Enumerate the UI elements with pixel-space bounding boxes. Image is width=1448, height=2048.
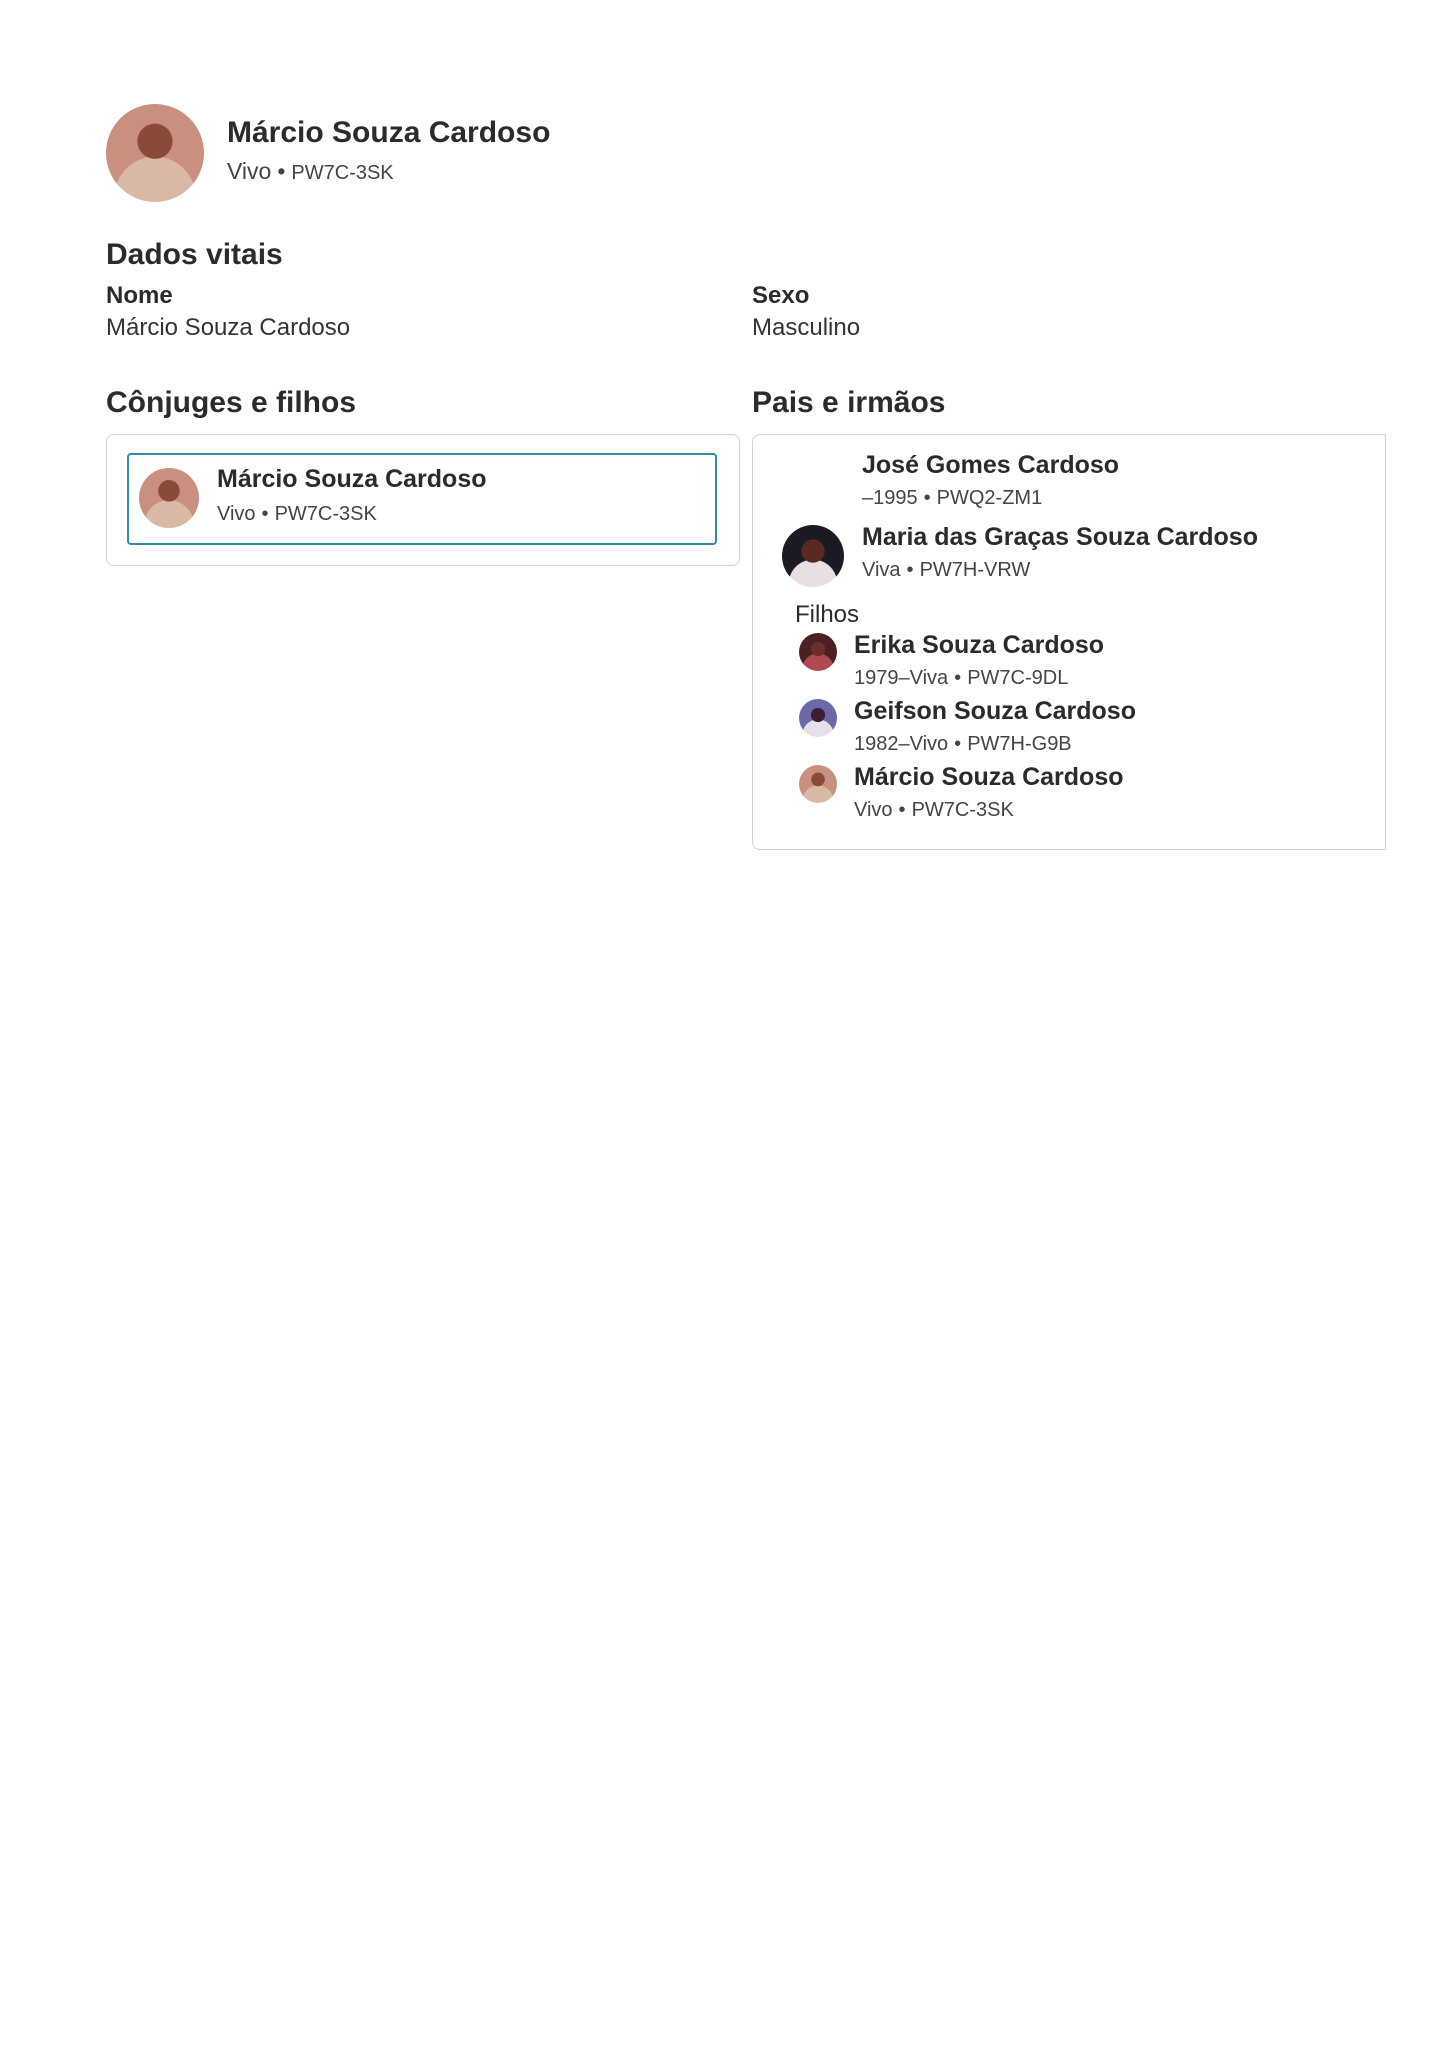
father-dates: –1995	[862, 487, 918, 509]
spouse-meta	[217, 503, 377, 526]
person-status: Vivo	[227, 158, 272, 184]
avatar	[799, 633, 837, 671]
separator: •	[954, 667, 962, 689]
avatar	[139, 468, 199, 528]
avatar[interactable]	[106, 104, 204, 202]
separator: •	[898, 799, 906, 821]
mother-status: Viva	[862, 559, 901, 581]
person-id[interactable]: PW7C-3SK	[291, 162, 394, 184]
child-meta	[854, 799, 1014, 822]
avatar	[799, 765, 837, 803]
avatar	[799, 699, 837, 737]
child-name[interactable]: Geifson Souza Cardoso	[854, 697, 1136, 725]
mother-id: PW7H-VRW	[919, 559, 1031, 581]
separator: •	[954, 733, 962, 755]
separator: •	[277, 158, 286, 184]
sex-value: Masculino	[752, 314, 861, 341]
child-dates: Vivo	[854, 799, 893, 821]
vitals-title: Dados vitais	[106, 238, 283, 271]
avatar	[782, 525, 844, 587]
separator: •	[261, 503, 269, 525]
mother-meta	[862, 559, 1030, 582]
page-title: Márcio Souza Cardoso	[227, 116, 551, 149]
sex-label: Sexo	[752, 282, 810, 309]
child-id: PW7C-9DL	[967, 667, 1069, 689]
child-id: PW7H-G9B	[967, 733, 1072, 755]
children-label: Filhos	[795, 601, 860, 628]
spouses-title: Cônjuges e filhos	[106, 386, 357, 419]
child-meta	[854, 667, 1068, 690]
spouse-name[interactable]: Márcio Souza Cardoso	[217, 465, 487, 493]
person-meta	[227, 158, 394, 185]
father-meta	[862, 487, 1042, 510]
child-dates: 1979–Viva	[854, 667, 949, 689]
parents-title: Pais e irmãos	[752, 386, 946, 419]
separator: •	[906, 559, 914, 581]
separator: •	[923, 487, 931, 509]
spouse-status: Vivo	[217, 503, 256, 525]
parents-card	[752, 434, 1386, 850]
name-label: Nome	[106, 282, 173, 309]
child-meta	[854, 733, 1072, 756]
name-value: Márcio Souza Cardoso	[106, 314, 351, 341]
father-id: PWQ2-ZM1	[936, 487, 1043, 509]
mother-name[interactable]: Maria das Graças Souza Cardoso	[862, 523, 1258, 551]
spouse-id: PW7C-3SK	[274, 503, 377, 525]
spouses-card	[106, 434, 740, 566]
child-id: PW7C-3SK	[911, 799, 1014, 821]
spouse-item[interactable]	[127, 453, 717, 545]
child-dates: 1982–Vivo	[854, 733, 949, 755]
child-name[interactable]: Erika Souza Cardoso	[854, 631, 1105, 659]
child-name[interactable]: Márcio Souza Cardoso	[854, 763, 1124, 791]
father-name[interactable]: José Gomes Cardoso	[862, 451, 1120, 479]
